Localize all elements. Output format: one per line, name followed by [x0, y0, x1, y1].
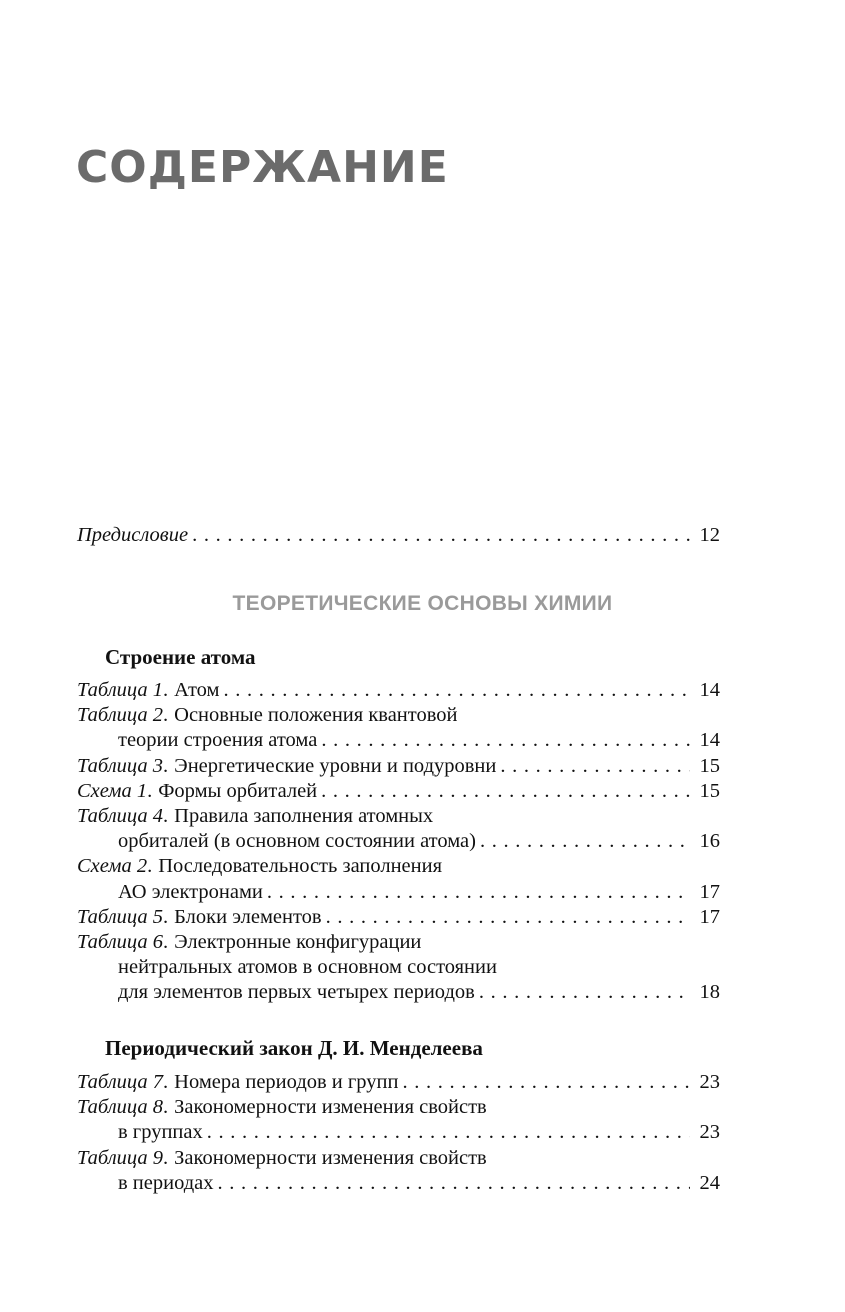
toc-entry-line	[77, 703, 720, 728]
entry-prefix: Таблица 7	[77, 1071, 164, 1093]
toc-entry-line	[77, 678, 720, 703]
toc-entry-line	[77, 804, 720, 829]
entry-title: Номера периодов и групп	[174, 1071, 399, 1093]
dot-leader	[500, 754, 690, 779]
entry-prefix-period: .	[163, 930, 169, 953]
entry-prefix-period: .	[163, 1096, 169, 1119]
section-heading: Периодический закон Д. И. Менделеева	[105, 1036, 483, 1060]
entry-prefix-period: .	[163, 704, 169, 727]
entry-prefix-period: .	[163, 754, 169, 777]
entry-prefix: Таблица 3	[77, 754, 164, 777]
part-title: ТЕОРЕТИЧЕСКИЕ ОСНОВЫ ХИМИИ	[232, 592, 613, 615]
dot-leader	[321, 779, 690, 804]
entry-prefix-period: .	[163, 804, 169, 827]
entry-prefix-period: .	[147, 855, 153, 878]
entry-page: 18	[699, 981, 720, 1004]
entry-title: Электронные конфигурации	[174, 930, 422, 953]
entry-page: 24	[699, 1171, 720, 1194]
entry-prefix: Таблица 5	[77, 905, 164, 928]
toc-entry-line	[77, 1070, 720, 1095]
entry-prefix: Таблица 1	[77, 679, 164, 701]
entry-title: нейтральных атомов в основном состоянии	[118, 956, 497, 979]
entry-prefix-period: .	[163, 679, 169, 701]
dot-leader	[218, 1171, 690, 1196]
toc-section-atom	[77, 678, 720, 1005]
entry-page: 14	[699, 729, 720, 752]
entry-prefix: Схема 2	[77, 855, 148, 878]
entry-prefix: Таблица 2	[77, 704, 164, 727]
entry-label: Предисловие	[77, 524, 189, 546]
entry-title: Блоки элементов	[174, 905, 322, 928]
entry-prefix-period: .	[163, 1071, 169, 1093]
entry-title: Формы орбиталей	[158, 779, 318, 802]
toc-entry-line	[77, 1120, 720, 1145]
toc-entry-line	[77, 728, 720, 753]
toc-preface	[77, 523, 720, 548]
toc-entry-line	[77, 829, 720, 854]
entry-title: Закономерности изменения свойств	[174, 1096, 487, 1119]
entry-prefix: Таблица 8	[77, 1096, 164, 1119]
toc-entry-line	[77, 980, 720, 1005]
dot-leader	[326, 905, 690, 930]
entry-title: Основные положения квантовой	[174, 704, 458, 727]
page-title: СОДЕРЖАНИЕ	[76, 142, 449, 193]
entry-page: 15	[699, 779, 720, 802]
entry-page: 23	[699, 1121, 720, 1144]
entry-prefix: Таблица 4	[77, 804, 164, 827]
entry-prefix-period: .	[163, 1146, 169, 1169]
entry-title: теории строения атома	[118, 729, 318, 752]
entry-page: 23	[699, 1071, 720, 1093]
toc-entry-line	[77, 779, 720, 804]
entry-title: Закономерности изменения свойств	[174, 1146, 487, 1169]
toc-entry-line	[77, 930, 720, 955]
entry-page: 14	[699, 679, 720, 701]
dot-leader	[223, 678, 690, 703]
toc-entry-line	[77, 880, 720, 905]
entry-title: Атом	[174, 679, 220, 701]
entry-title: Энергетические уровни и подуровни	[174, 754, 497, 777]
dot-leader	[267, 880, 690, 905]
entry-title: для элементов первых четырех периодов	[118, 981, 475, 1004]
entry-page: 17	[699, 880, 720, 903]
toc-entry-line	[77, 754, 720, 779]
dot-leader	[207, 1120, 690, 1145]
entry-title: АО электронами	[118, 880, 263, 903]
toc-entry-line	[77, 1171, 720, 1196]
entry-title: Последовательность заполнения	[158, 855, 443, 878]
toc-section-periodic-law	[77, 1070, 720, 1196]
entry-prefix: Таблица 6	[77, 930, 164, 953]
entry-page: 15	[699, 754, 720, 777]
entry-page: 16	[699, 830, 720, 853]
dot-leader	[479, 980, 690, 1005]
toc-entry-line	[77, 1146, 720, 1171]
entry-page: 17	[699, 905, 720, 928]
toc-entry-line	[77, 955, 720, 980]
entry-prefix: Схема 1	[77, 779, 148, 802]
dot-leader	[402, 1070, 690, 1095]
entry-title: в периодах	[118, 1171, 214, 1194]
entry-prefix-period: .	[147, 779, 153, 802]
dot-leader	[480, 829, 690, 854]
section-heading: Строение атома	[105, 645, 256, 669]
entry-prefix-period: .	[163, 905, 169, 928]
toc-entry-line	[77, 905, 720, 930]
dot-leader	[321, 728, 690, 753]
entry-title: орбиталей (в основном состоянии атома)	[118, 830, 476, 853]
toc-entry	[77, 523, 720, 548]
entry-title: Правила заполнения атомных	[174, 804, 434, 827]
entry-prefix: Таблица 9	[77, 1146, 164, 1169]
entry-title: в группах	[118, 1121, 203, 1144]
toc-entry-line	[77, 854, 720, 879]
entry-page: 12	[699, 524, 720, 546]
toc-entry-line	[77, 1095, 720, 1120]
dot-leader	[192, 523, 690, 548]
